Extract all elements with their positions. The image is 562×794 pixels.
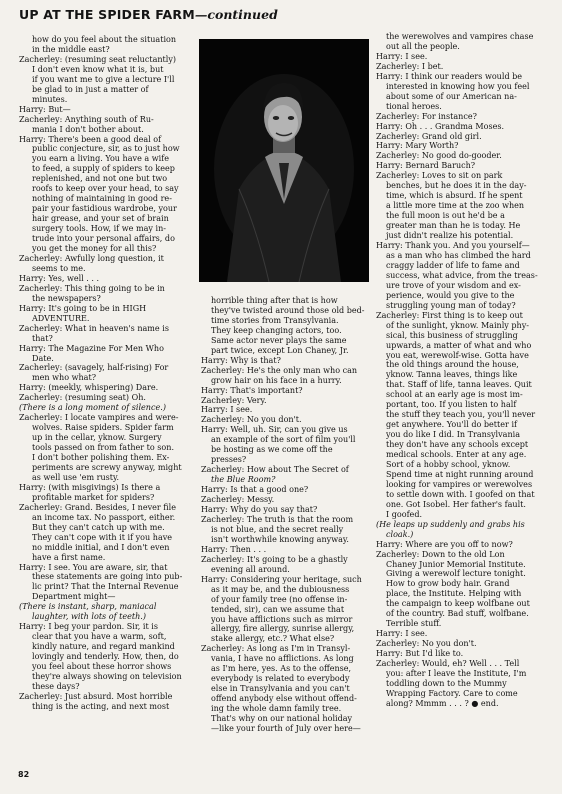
text-column-middle [201,296,371,766]
text-line: as it may be, and the dubiousness [211,584,350,594]
text-line: Date. [32,353,54,363]
text-line: Harry: Is that a good one? [201,485,309,495]
text-line: Zacherley: Just absurd. Most horrible [19,691,173,701]
text-line: they don't have any schools except [386,440,529,450]
text-line: tional heroes. [386,101,442,111]
text-line: offend anybody else without offend- [211,694,357,704]
text-line: Zacherley: He's the only man who can [201,365,358,375]
text-line: mania I don't bother about. [32,124,144,134]
text-line: (There is instant, sharp, maniacal [19,602,157,612]
text-line: to settle down with. I goofed on that [386,489,535,499]
text-line: you feel about these horror shows [32,662,172,672]
text-line: That's why on our national holiday [211,714,353,724]
text-line: be glad to in just a matter of [32,84,149,94]
text-line: greater man than he is today. He [386,221,521,231]
text-line: Zacherley: Awfully long question, it [19,253,164,263]
text-line: hair grease, and your set of brain [32,214,169,224]
text-line: I don't even know what it is, but [32,64,164,74]
text-line: Terrible stuff. [386,619,442,629]
text-line: have a first name. [32,552,106,562]
text-line: that? [32,333,53,343]
text-line: Department might— [32,592,116,602]
text-line: perience, would you give to the [386,290,515,300]
text-line: Harry: But I'd like to. [376,649,464,659]
text-line: else in Transylvania and you can't [211,684,350,694]
text-line: Zacherley: Grand old girl. [376,131,482,141]
text-line: medical schools. Enter at any age. [386,450,527,460]
page-number: 82 [18,770,30,779]
text-line: the stuff they teach you, you'll never [386,410,536,420]
text-line: Zacherley: It's going to be a ghastly [201,554,348,564]
text-line: you get the money for all this? [32,244,157,254]
text-line: the Blue Room? [211,475,276,485]
text-line: toddling down to the Mummy [386,678,507,688]
text-line: looking for vampires or werewolves [386,479,533,489]
text-line: public conjecture, sir, as to just how [32,144,180,154]
text-line: cloak.) [386,529,414,539]
text-line: Zacherley: First thing is to keep out [376,310,523,320]
text-line: nothing of maintaining in good re- [32,194,172,204]
text-line: roofs to keep over your head, to say [32,184,179,194]
text-line: Harry: I see. You are aware, sir, that [19,562,168,572]
text-line: you eat, werewolf-wise. Gotta have [386,350,529,360]
text-line: as a man who has climbed the hard [386,250,531,260]
text-line: time stories from Transylvania. [211,315,339,325]
text-line: how do you feel about the situation [32,35,177,44]
text-line: lovingly and tenderly. How, then, do [32,652,179,662]
text-line: Harry: I beg your pardon. Sir, it is [19,622,158,632]
text-line: Harry: That's important? [201,385,303,395]
text-line: thing is the acting, and next most [32,701,170,711]
text-line: craggy ladder of life to fame and [386,260,520,270]
text-line: trude into your personal affairs, do [32,234,175,244]
text-line: Sort of a hobby school, yknow. [386,459,511,469]
text-line: seems to me. [32,263,86,273]
text-line: Harry: Thank you. And you yourself— [376,241,530,251]
text-line: Zacherley: Loves to sit on park [376,171,503,181]
text-line: Zacherley: I locate vampires and were- [19,413,179,423]
text-line: minutes. [32,94,68,104]
text-line: Zacherley: Anything south of Ru- [19,114,154,124]
text-line: one. Got Isobel. Her father's fault. [386,499,526,509]
text-line: Harry: Where are you off to now? [376,539,513,549]
text-line: portant, too. If you listen to half [386,400,517,410]
text-line: ure trove of your wisdom and ex- [386,280,521,290]
text-line: Harry: Considering your heritage, such [201,574,362,584]
text-line: How to grow body hair. Grand [386,579,510,589]
text-line: Zacherley: (resuming seat) Oh. [19,393,146,403]
text-line: as I'm here, yes. As to the offense, [211,664,352,674]
text-line: to feed, a supply of spiders to keep [32,164,175,174]
text-line: Harry: (meekly, whispering) Dare. [19,383,159,393]
text-line: Harry: I see. [376,51,428,61]
text-line: they're always showing on television [32,672,182,681]
text-line: Zacherley: Down to the old Lon [376,549,505,559]
text-line: get anywhere. You'll do better if [386,420,517,430]
text-line: isn't worthwhile knowing anyway. [211,534,349,544]
text-line: Harry: The Magazine For Men Who [19,343,164,353]
text-line: you have afflictions such as mirror [211,614,353,624]
text-line: in the middle east? [32,44,110,54]
text-line: the campaign to keep wolfbane out [386,599,530,609]
text-line: pair your fastidious wardrobe, your [32,204,177,214]
text-line: struggling young man of today? [386,300,516,310]
text-line: replenished, and not one but two [32,174,168,184]
text-line: Zacherley: Messy. [201,495,275,505]
text-line: they've twisted around those old bed- [211,305,365,315]
text-line: of your family tree (no offense in- [211,594,348,604]
text-line: Harry: But— [19,104,71,114]
text-line: out all the people. [386,41,460,51]
text-line: Zacherley: What in heaven's name is [19,323,169,333]
text-line: But they can't catch up with me. [32,522,165,532]
text-line: Giving a werewolf lecture tonight. [386,569,526,579]
text-line: the full moon is out he'd be a [386,211,505,221]
text-line: presses? [211,455,247,465]
text-line: Zacherley: Very. [201,395,267,405]
text-line: Harry: There's been a good deal of [19,134,162,144]
text-line: (He leaps up suddenly and grabs his [376,519,525,529]
text-line: you: after I leave the Institute, I'm [386,669,527,678]
text-line: if you want me to give a lecture I'll [32,74,175,84]
text-line: Harry: Why do you say that? [201,505,318,515]
text-line: wolves. Raise spiders. Spider farm [32,423,174,433]
text-line: tended, sir), can we assume that [211,604,345,614]
text-line: place, the Institute. Helping with [386,589,522,599]
text-line: sical, this business of struggling [386,330,518,340]
text-line: horrible thing after that is how [211,296,338,305]
article-title: UP AT THE SPIDER FARM [19,7,195,22]
text-line: Harry: Well, uh. Sir, can you give us [201,425,348,435]
text-line: stake allergy, etc.? What else? [211,634,335,644]
text-line: Harry: Mary Worth? [376,141,459,151]
text-line: Zacherley: No you don't. [376,639,477,649]
text-line: an income tax. No passport, either. [32,512,176,522]
text-line: no middle initial, and I don't even [32,542,170,552]
text-line: ing the whole damn family tree. [211,704,342,714]
text-line: Zacherley: This thing going to be in [19,283,165,293]
text-line: you earn a living. You have a wife [32,154,169,164]
text-line: Zacherley: How about The Secret of [201,465,349,475]
text-line: They keep changing actors, too. [211,325,342,335]
text-line: periments are screwy anyway, might [32,462,182,472]
text-line: I goofed. [386,509,423,519]
text-line: of the sunlight, yknow. Mainly phy- [386,320,530,330]
text-line: —like your fourth of July over here— [211,723,361,733]
text-line: laughter, with lots of teeth.) [32,612,146,622]
text-line: is not blue, and the secret really [211,524,344,534]
text-column-left [19,35,197,765]
text-line: a little more time at the zoo when [386,201,525,211]
text-line: Zacherley: No good do-gooder. [376,151,502,161]
text-line: just didn't realize his potential. [386,231,514,241]
text-line: yknow. Tanna leaves, things like [386,370,518,380]
text-line: everybody is related to everybody [211,674,350,684]
text-line: Zacherley: Would, eh? Well . . . Tell [376,659,520,669]
text-line: Harry: Why is that? [201,355,281,365]
text-line: Harry: (with misgivings) Is there a [19,482,161,492]
text-line: tools passed on from father to son. [32,443,175,453]
text-line: the old things around the house, [386,360,519,370]
text-line: surgery tools. How, if we may in- [32,224,166,234]
text-line: part twice, except Lon Chaney, Jr. [211,345,349,355]
text-line: Chaney Junior Memorial Institute. [386,559,526,569]
text-line: Harry: I see. [376,629,428,639]
text-line: Same actor never plays the same [211,335,347,345]
text-line: clear that you have a warm, soft, [32,632,167,642]
text-line: an example of the sort of film you'll [211,435,356,445]
text-line: about some of our American na- [386,91,517,101]
text-line: interested in knowing how you feel [386,81,530,91]
text-line: Zacherley: (resuming seat reluctantly) [19,54,177,64]
text-line: Zacherley: The truth is that the room [201,514,354,524]
text-line: Harry: It's going to be in HIGH [19,303,147,313]
text-line: the werewolves and vampires chase [386,32,534,41]
text-line: of the country. Bad stuff, wolfbane. [386,609,529,619]
zacherley-photo [199,39,369,282]
text-line: Harry: Oh . . . Grandma Moses. [376,121,505,131]
text-line: Harry: I see. [201,405,253,415]
text-line: (There is a long moment of silence.) [19,403,166,413]
text-line: They can't cope with it if you have [32,532,173,542]
text-line: Zacherley: I bet. [376,61,444,71]
text-line: Harry: Then . . . [201,544,267,554]
text-line: Wrapping Factory. Care to come [386,688,518,698]
text-column-right [376,32,546,777]
continued-label: —continued [194,7,278,22]
text-line: Harry: Bernard Baruch? [376,161,476,171]
text-line: I don't bother polishing them. Ex- [32,453,170,463]
text-line: be hosting as we come off the [211,445,333,455]
text-line: Harry: I think our readers would be [376,71,523,81]
text-line: Zacherley: Grand. Besides, I never file [19,502,176,512]
text-line: school at an early age is most im- [386,390,523,400]
text-line: ADVENTURE. [32,313,90,323]
text-line: lic print? That the Internal Revenue [32,582,179,592]
text-line: that. Staff of life, tanna leaves. Quit [386,380,532,390]
text-line: allergy, fire allergy, sunrise allergy, [211,624,355,634]
text-line: you do like I did. In Transylvania [386,430,521,440]
text-line: as well use 'em rusty. [32,472,120,482]
text-line: Zacherley: For instance? [376,111,477,121]
text-line: kindly nature, and regard mankind [32,642,175,652]
text-line: along? Mmmm . . . ? ● end. [386,698,499,708]
text-line: these statements are going into pub- [32,572,183,582]
text-line: profitable market for spiders? [32,492,155,502]
text-line: Zacherley: No you don't. [201,415,302,425]
text-line: vania, I have no afflictions. As long [211,654,354,664]
text-line: the newspapers? [32,293,101,303]
text-line: up in the cellar, yknow. Surgery [32,433,162,443]
text-line: success, what advice, from the treas- [386,270,538,280]
text-line: Spend time at night running around [386,469,534,479]
text-line: evening all around. [211,564,290,574]
text-line: Zacherley: As long as I'm in Transyl- [201,644,351,654]
text-line: grow hair on his face in a hurry. [211,375,342,385]
text-line: Zacherley: (savagely, half-rising) For [19,363,169,373]
text-line: Harry: Yes, well . . . [19,273,100,283]
text-line: benches, but he does it in the day- [386,181,527,191]
text-line: men who what? [32,373,97,383]
text-line: time, which is absurd. If he spent [386,191,523,201]
text-line: these days? [32,681,80,691]
article-header [19,4,549,26]
text-line: upwards, a matter of what and who [386,340,532,350]
